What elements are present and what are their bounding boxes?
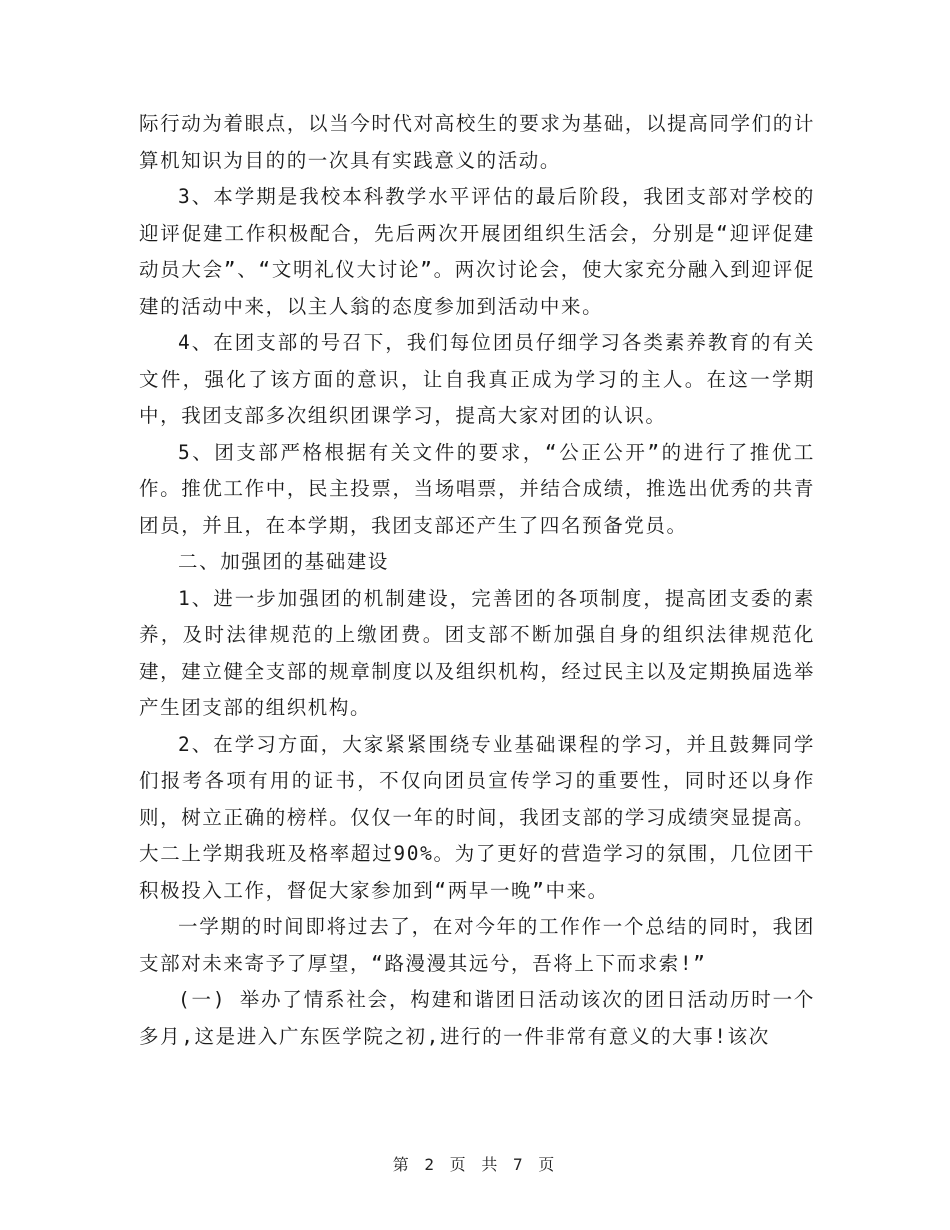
paragraph-3: 4、在团支部的号召下，我们每位团员仔细学习各类素养教育的有关文件，强化了该方面的意识，让自我真正成为学习的主人。在这一学期中，我团支部多次组织团课学习，提高大家对团的认识。: [139, 331, 815, 427]
paragraph-5: 1、进一步加强团的机制建设，完善团的各项制度，提高团支委的素养，及时法律规范的上缴团费。团支部不断加强自身的组织法律规范化建，建立健全支部的规章制度以及组织机构，经过民主以及定期换届选举产生团支部的组织机构。: [139, 586, 815, 719]
document-body: [139, 106, 815, 1055]
paragraph-1: 际行动为着眼点，以当今时代对高校生的要求为基础，以提高同学们的计算机知识为目的的一次具有实践意义的活动。: [139, 112, 815, 172]
paragraph-4: 5、团支部严格根据有关文件的要求，“公正公开”的进行了推优工作。推优工作中，民主投票，当场唱票，并结合成绩，推选出优秀的共青团员，并且，在本学期，我团支部还产生了四名预备党员。: [139, 440, 815, 537]
paragraph-6: 2、在学习方面，大家紧紧围绕专业基础课程的学习，并且鼓舞同学们报考各项有用的证书，不仅向团员宣传学习的重要性，同时还以身作则，树立正确的榜样。仅仅一年的时间，我团支部的学习成绩突显提高。大二上学期我班及格率超过90%。为了更好的营造学习的氛围，几位团干积极投入工作，督促大家参加到“两早一晚”中来。: [139, 732, 815, 902]
paragraph-2: 3、本学期是我校本科教学水平评估的最后阶段，我团支部对学校的迎评促建工作积极配合，先后两次开展团组织生活会，分别是“迎评促建动员大会”、“文明礼仪大讨论”。两次讨论会，使大家充分融入到迎评促建的活动中来，以主人翁的态度参加到活动中来。: [139, 185, 815, 318]
paragraph-7: 一学期的时间即将过去了，在对今年的工作作一个总结的同时，我团支部对未来寄予了厚望，“路漫漫其远兮，吾将上下而求索!”: [139, 915, 815, 975]
paragraph-8: (一) 举办了情系社会，构建和谐团日活动该次的团日活动历时一个多月,这是进入广东医学院之初,进行的一件非常有意义的大事!该次: [139, 988, 815, 1048]
section-heading: 二、加强团的基础建设: [178, 550, 390, 573]
page-footer: 第 2 页 共 7 页: [392, 1155, 558, 1174]
